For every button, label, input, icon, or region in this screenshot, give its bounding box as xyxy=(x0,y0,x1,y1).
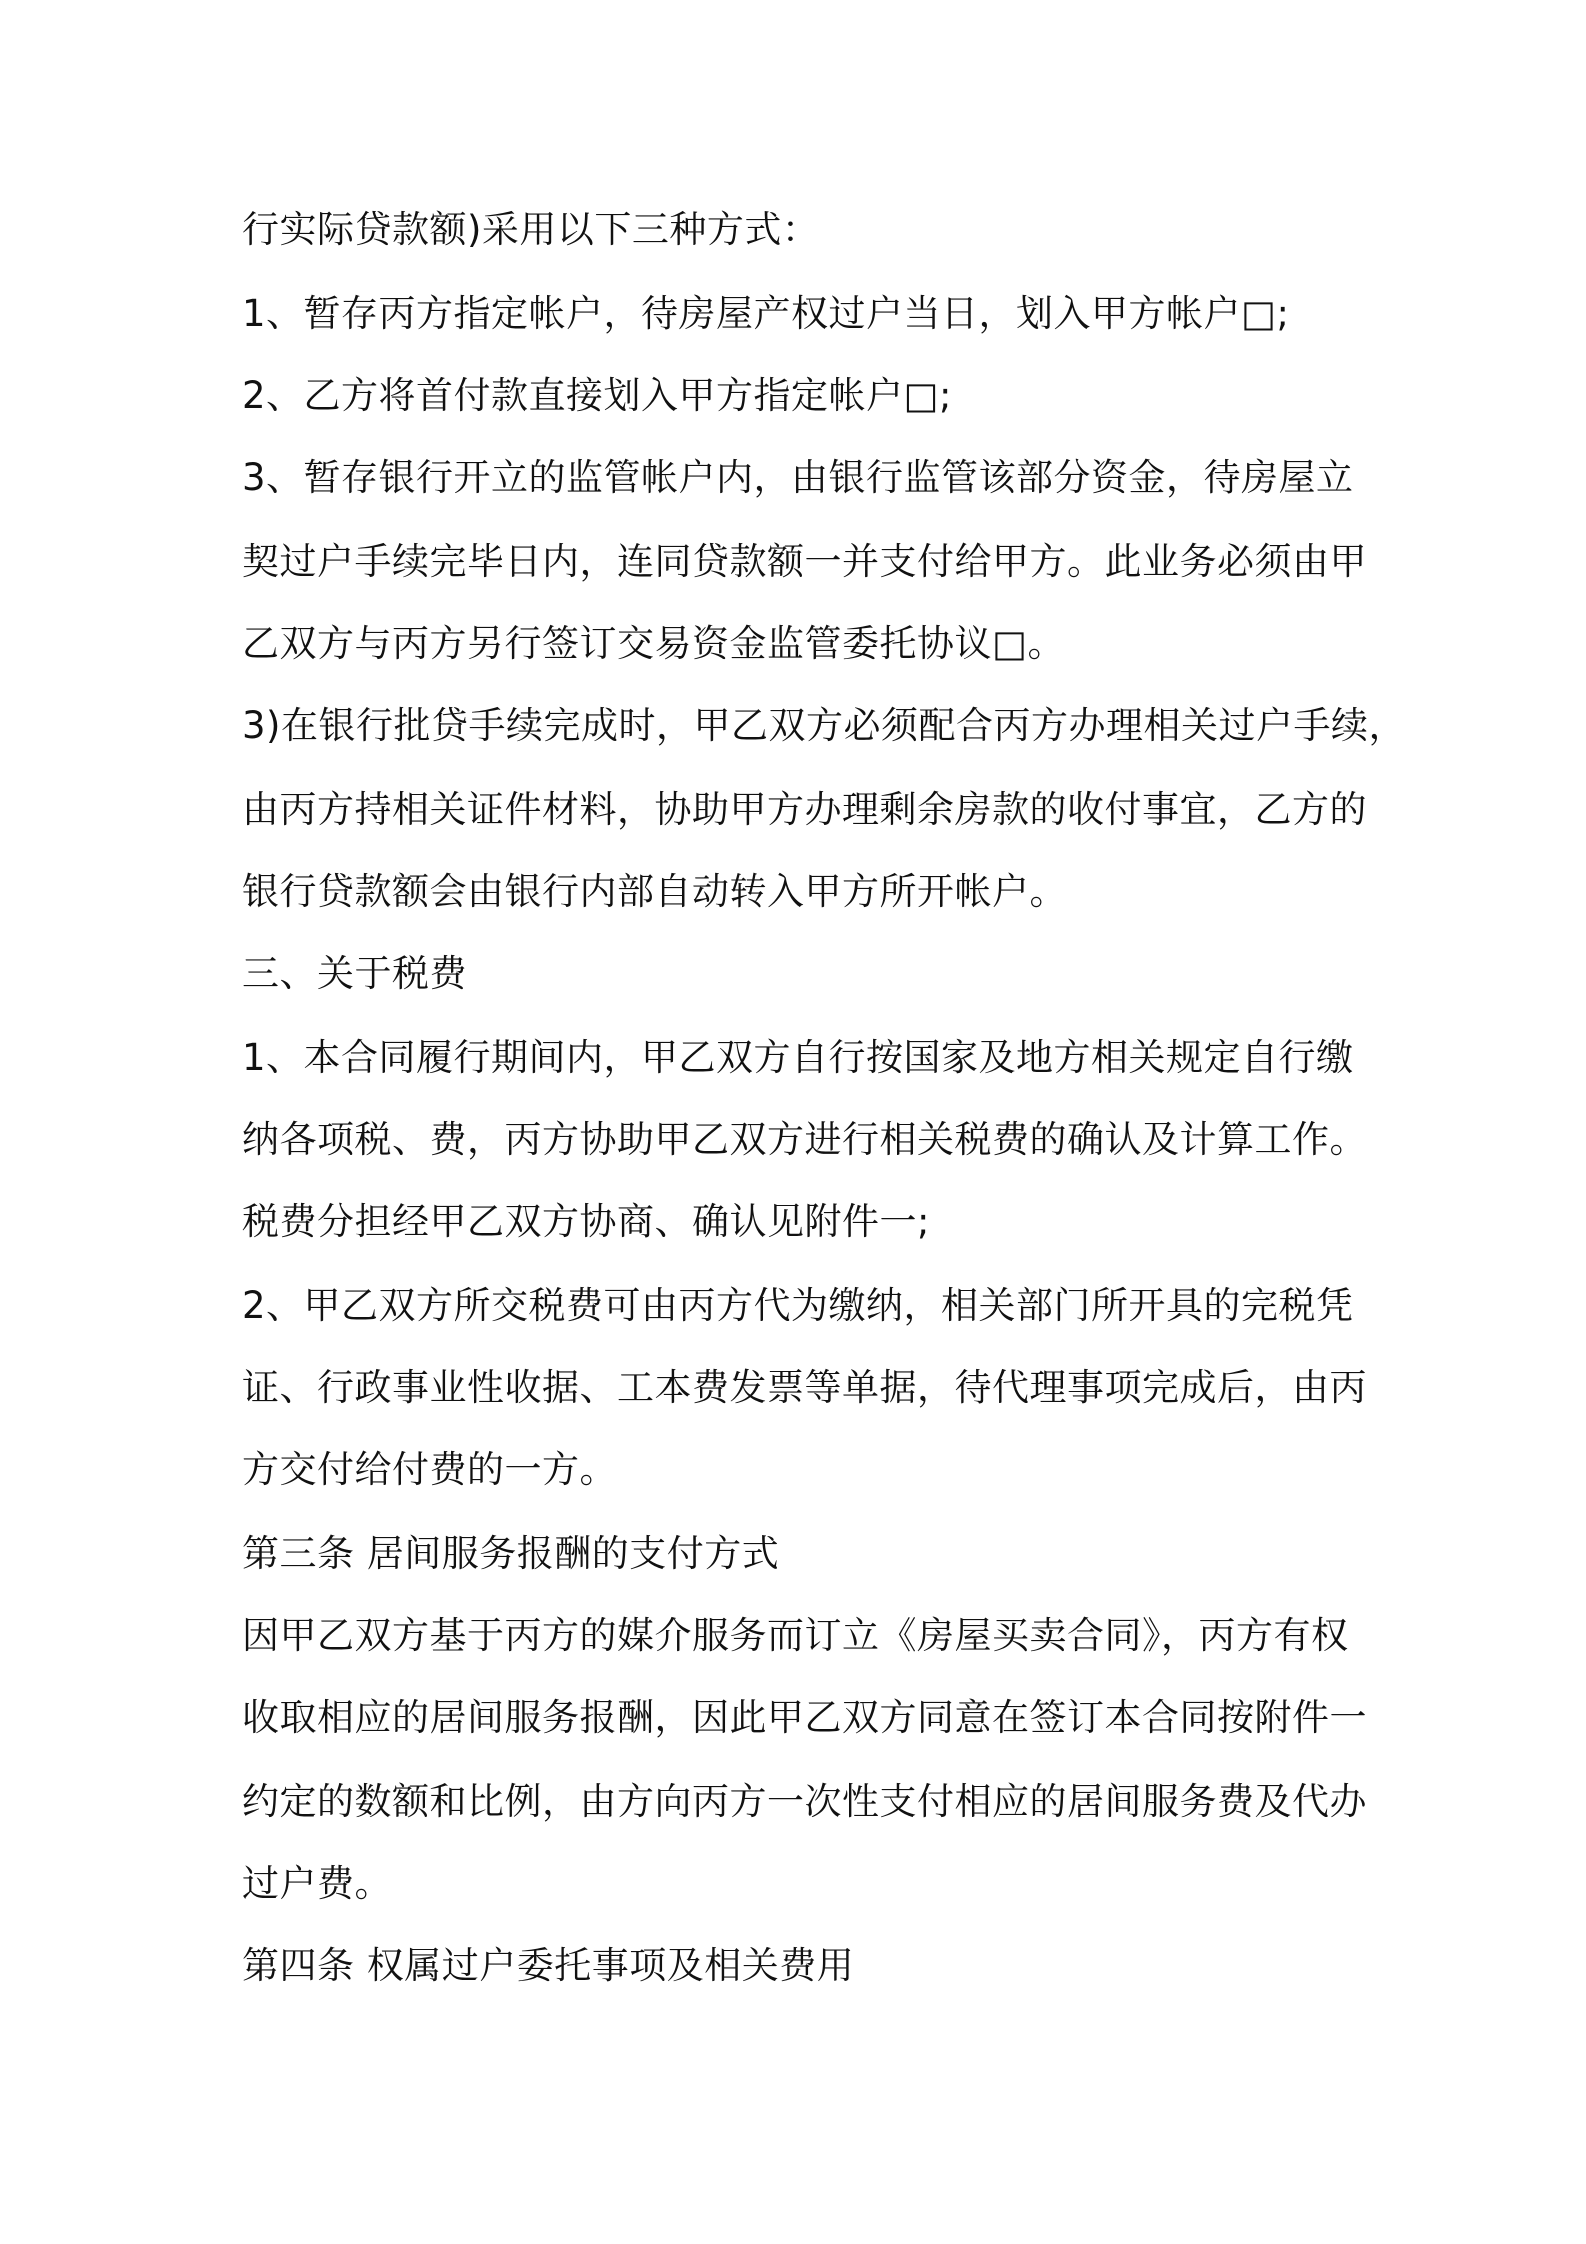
text-line: 银行贷款额会由银行内部自动转入甲方所开帐户。 xyxy=(242,870,1067,913)
text-line: 3)在银行批贷手续完成时，甲乙双方必须配合丙方办理相关过户手续， xyxy=(242,704,1406,747)
text-line: 方交付给付费的一方。 xyxy=(242,1448,617,1491)
text-line: 过户费。 xyxy=(242,1862,392,1905)
text-line: 纳各项税、费，丙方协助甲乙双方进行相关税费的确认及计算工作。 xyxy=(242,1118,1367,1161)
text-line: 行实际贷款额)采用以下三种方式： xyxy=(242,208,820,251)
text-line: 收取相应的居间服务报酬，因此甲乙双方同意在签订本合同按附件一 xyxy=(242,1696,1367,1739)
text-line: 3、暂存银行开立的监管帐户内，由银行监管该部分资金，待房屋立 xyxy=(242,456,1354,499)
text-line: 因甲乙双方基于丙方的媒介服务而订立《房屋买卖合同》，丙方有权 xyxy=(242,1614,1349,1657)
text-line: 约定的数额和比例，由方向丙方一次性支付相应的居间服务费及代办 xyxy=(242,1780,1367,1823)
text-line: 1、本合同履行期间内，甲乙双方自行按国家及地方相关规定自行缴 xyxy=(242,1036,1354,1079)
text-line: 2、甲乙双方所交税费可由丙方代为缴纳，相关部门所开具的完税凭 xyxy=(242,1284,1354,1327)
article-heading: 第三条 居间服务报酬的支付方式 xyxy=(242,1532,780,1575)
text-line: 税费分担经甲乙双方协商、确认见附件一; xyxy=(242,1200,930,1243)
text-line: 由丙方持相关证件材料，协助甲方办理剩余房款的收付事宜，乙方的 xyxy=(242,788,1367,831)
text-line: 证、行政事业性收据、工本费发票等单据，待代理事项完成后，由丙 xyxy=(242,1366,1367,1409)
text-line: 乙双方与丙方另行签订交易资金监管委托协议□。 xyxy=(242,622,1065,665)
article-heading: 第四条 权属过户委托事项及相关费用 xyxy=(242,1944,855,1987)
text-line: 2、乙方将首付款直接划入甲方指定帐户□; xyxy=(242,374,952,417)
text-line: 1、暂存丙方指定帐户，待房屋产权过户当日，划入甲方帐户□; xyxy=(242,292,1290,335)
section-heading: 三、关于税费 xyxy=(242,952,467,995)
text-line: 契过户手续完毕日内，连同贷款额一并支付给甲方。此业务必须由甲 xyxy=(242,540,1367,583)
